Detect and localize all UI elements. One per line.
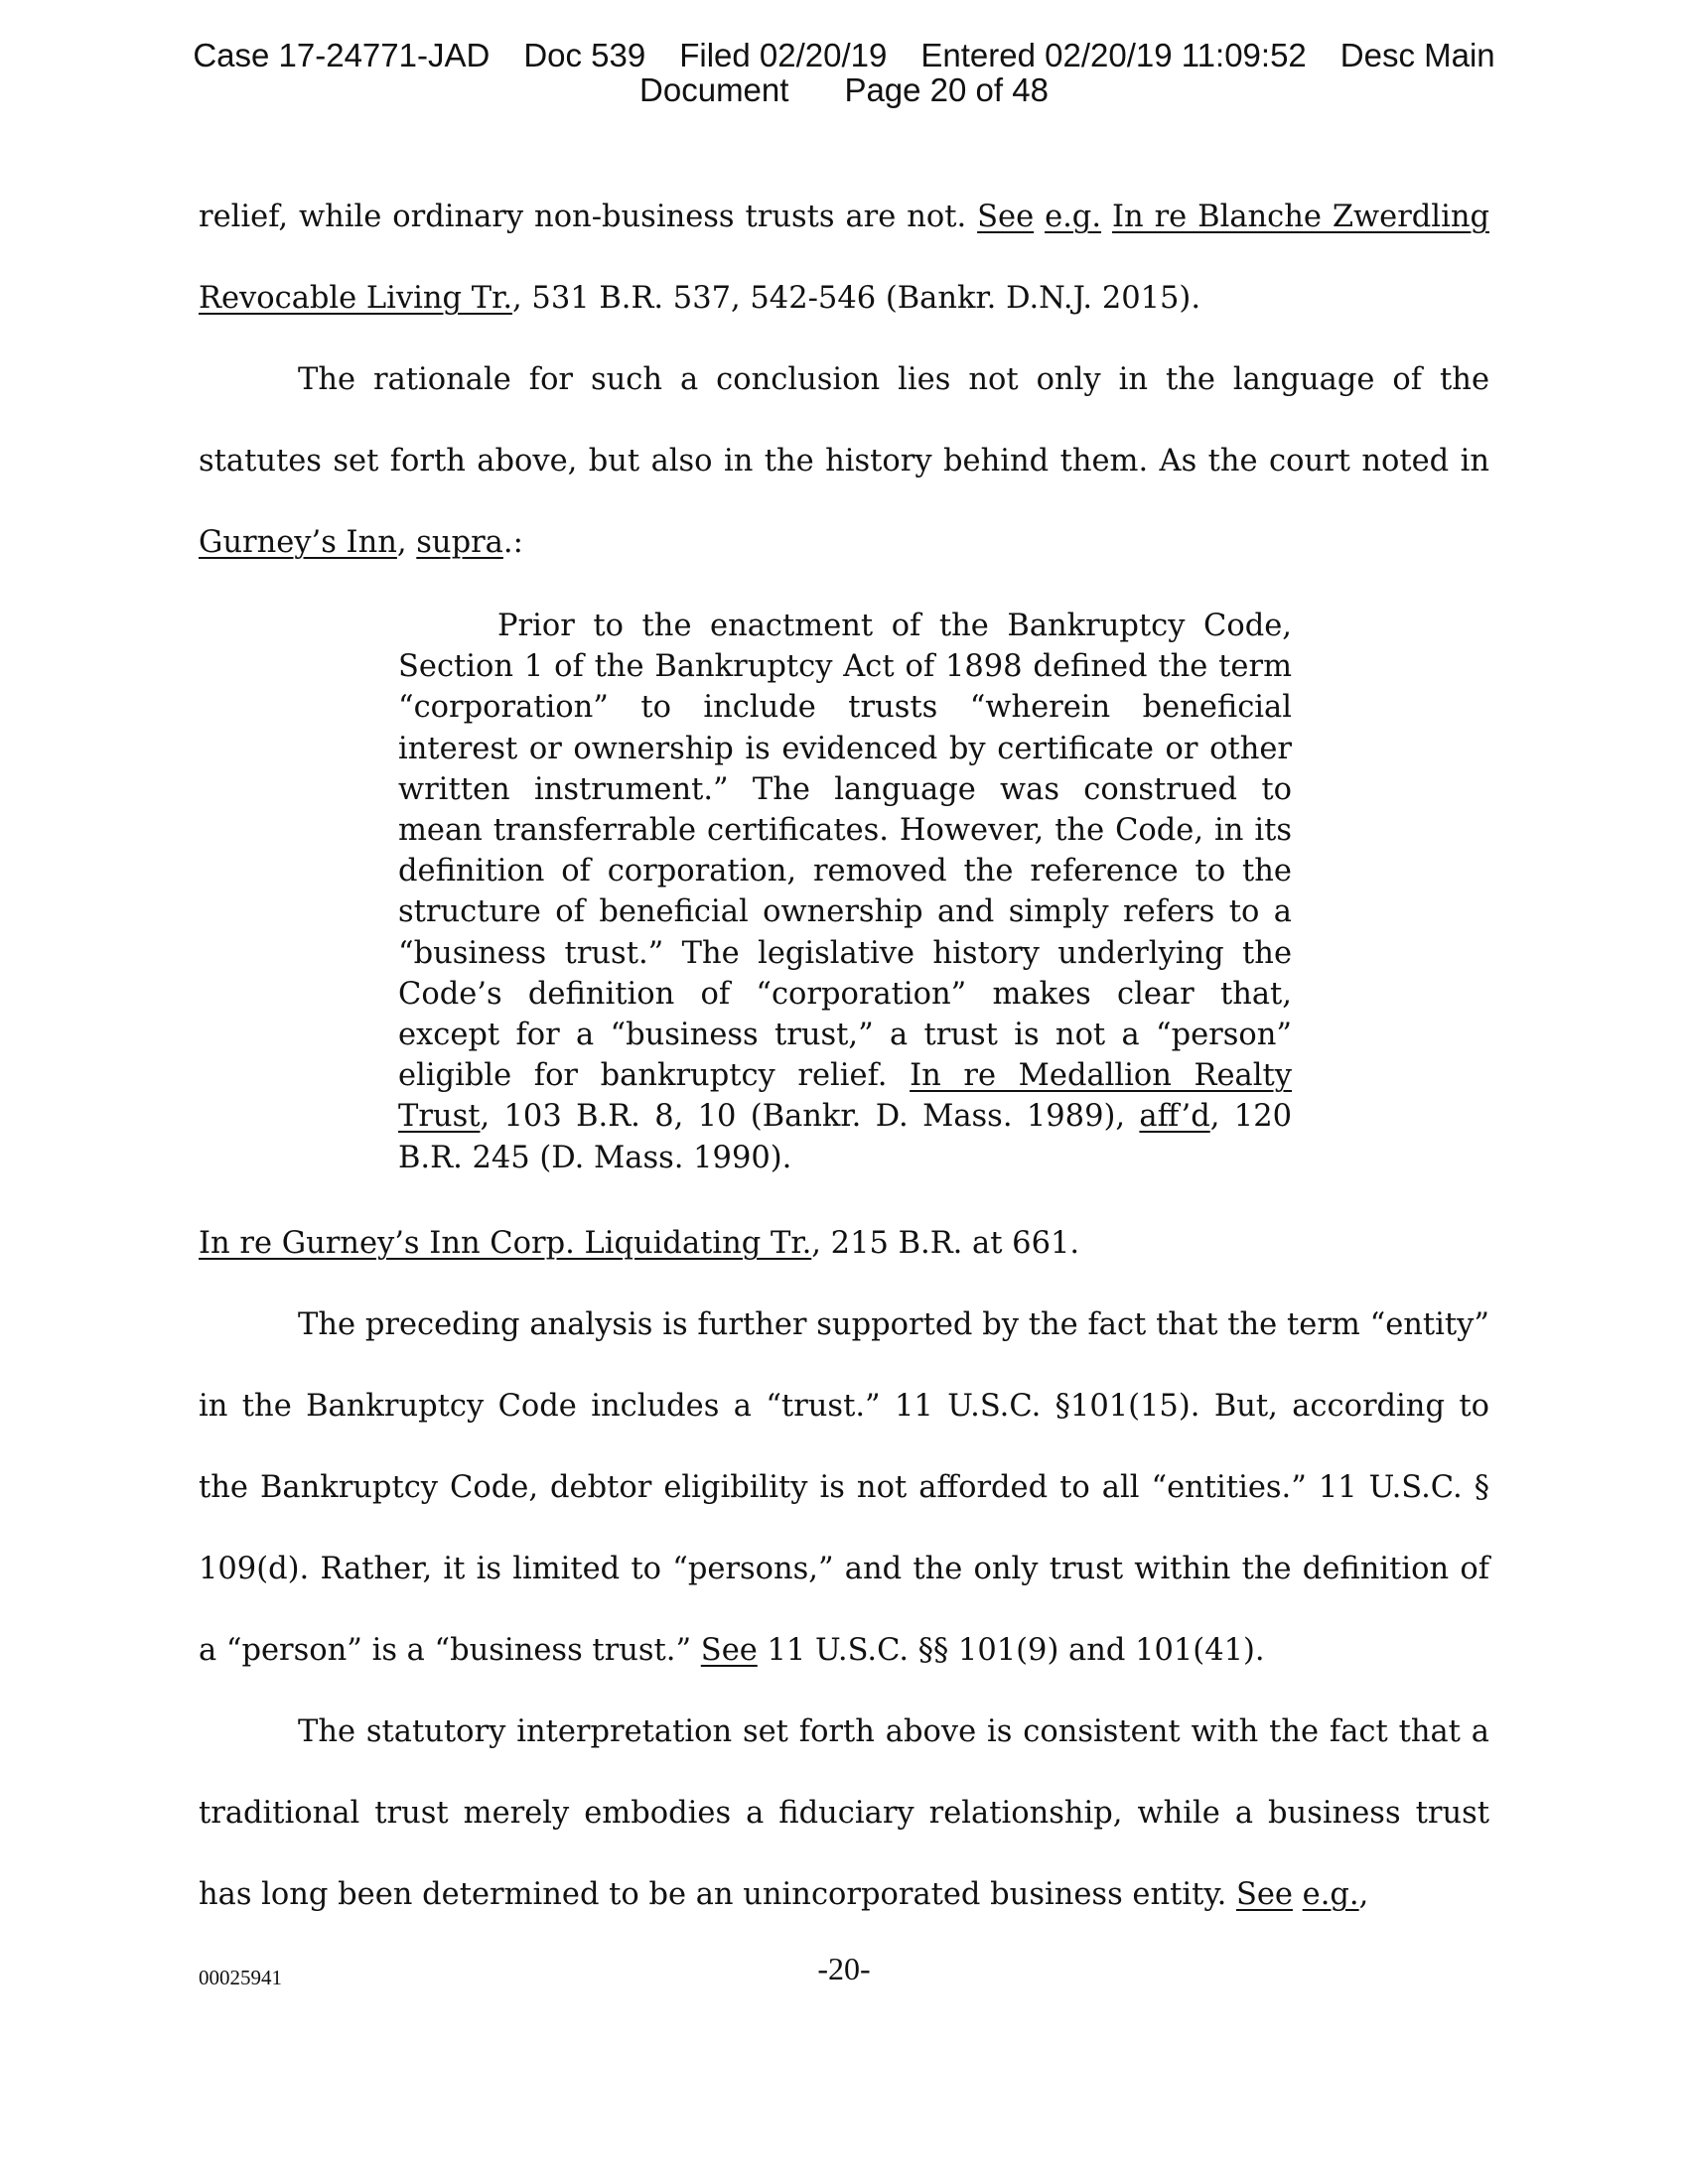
doc-number: Doc 539 [523, 37, 646, 73]
document-id: 00025941 [199, 1966, 282, 1989]
text-run: The statutory interpretation set forth above is consistent with the fact that a traditional trust merely embodies a fiduciary relationship, while a business trust has long been determined to be an unincorporated business entity. [199, 1714, 1489, 1912]
case-number: Case 17-24771-JAD [193, 37, 491, 73]
paragraph-statutory-interpretation [199, 1692, 1489, 1936]
filing-header [0, 38, 1688, 107]
paragraph-text [199, 177, 1489, 340]
block-quote [398, 606, 1292, 1178]
citation-signal: aff’d [1139, 1099, 1210, 1135]
paragraph-preceding-analysis [199, 1285, 1489, 1692]
text-run: , [1358, 1877, 1369, 1912]
citation-signal: See [1235, 1877, 1293, 1912]
page-number: -20- [817, 1951, 871, 1986]
citation-signal: e.g. [1045, 200, 1102, 234]
filing-header-line1 [0, 38, 1688, 72]
entered-date: Entered 02/20/19 11:09:52 [920, 37, 1307, 73]
paragraph-text [199, 1203, 1489, 1285]
filed-date: Filed 02/20/19 [679, 37, 888, 73]
citation-signal: e.g. [1302, 1877, 1359, 1912]
case-citation: In re Medallion Realty Trust [398, 1058, 1292, 1135]
paragraph-rationale [199, 340, 1489, 584]
citation-signal: See [700, 1633, 758, 1668]
text-run: .: [502, 525, 523, 560]
quote-citation [199, 1203, 1489, 1285]
text-run: 11 U.S.C. §§ 101(9) and 101(41). [757, 1633, 1265, 1668]
case-citation: Gurney’s Inn [199, 525, 397, 560]
filing-header-line2 [0, 72, 1688, 107]
citation-signal: See [977, 200, 1035, 234]
text-run: Prior to the enactment of the Bankruptcy Code, Section 1 of the Bankruptcy Act of 1898 defined the term “corporation” to include trusts “wherein beneficial interest or ownership is evidenced by certificate or other written instrument.” The language was construed to mean transferrable certificates. However, the Code, in its definition of corporation, removed the reference to the structure of beneficial ownership and simply refers to a “business trust.” The legislative history underlying the Code’s definition of “corporation” makes clear that, except for a “business trust,” a trust is not a “person” eligible for bankruptcy relief. [398, 609, 1292, 1094]
page-count: Page 20 of 48 [844, 71, 1049, 108]
citation-signal: supra [416, 525, 503, 560]
text-run: , 103 B.R. 8, 10 (Bankr. D. Mass. 1989), [480, 1099, 1140, 1135]
paragraph-relief [199, 177, 1489, 340]
text-run: , 215 B.R. at 661. [811, 1226, 1080, 1261]
case-citation: In re Gurney’s Inn Corp. Liquidating Tr. [199, 1226, 812, 1261]
case-citation: In re Blanche Zwerdling Revocable Living Tr. [199, 200, 1489, 316]
paragraph-text [199, 1285, 1489, 1692]
text-run: , 531 B.R. 537, 542-546 (Bankr. D.N.J. 2015). [512, 281, 1201, 316]
text-run: , 120 B.R. 245 (D. Mass. 1990). [398, 1099, 1293, 1175]
text-run: relief, while ordinary non-business trusts are not. [199, 200, 978, 234]
text-run: The preceding analysis is further supported by the fact that the term “entity” in the Bankruptcy Code includes a “trust.” 11 U.S.C. §101(15). But, according to the Bankruptcy Code, debtor eligibility is not afforded to all “entities.” 11 U.S.C. § 109(d). Rather, it is limited to “persons,” and the only trust within the definition of a “person” is a “business trust.” [199, 1307, 1489, 1668]
paragraph-text [199, 340, 1489, 584]
text-run: , [396, 525, 417, 560]
desc-label: Desc Main [1339, 37, 1495, 73]
text-run: The rationale for such a conclusion lies not only in the language of the statutes set forth above, but also in the history behind them. As the court noted in [199, 362, 1489, 478]
paragraph-text [199, 1692, 1489, 1936]
document-label: Document [639, 71, 789, 108]
